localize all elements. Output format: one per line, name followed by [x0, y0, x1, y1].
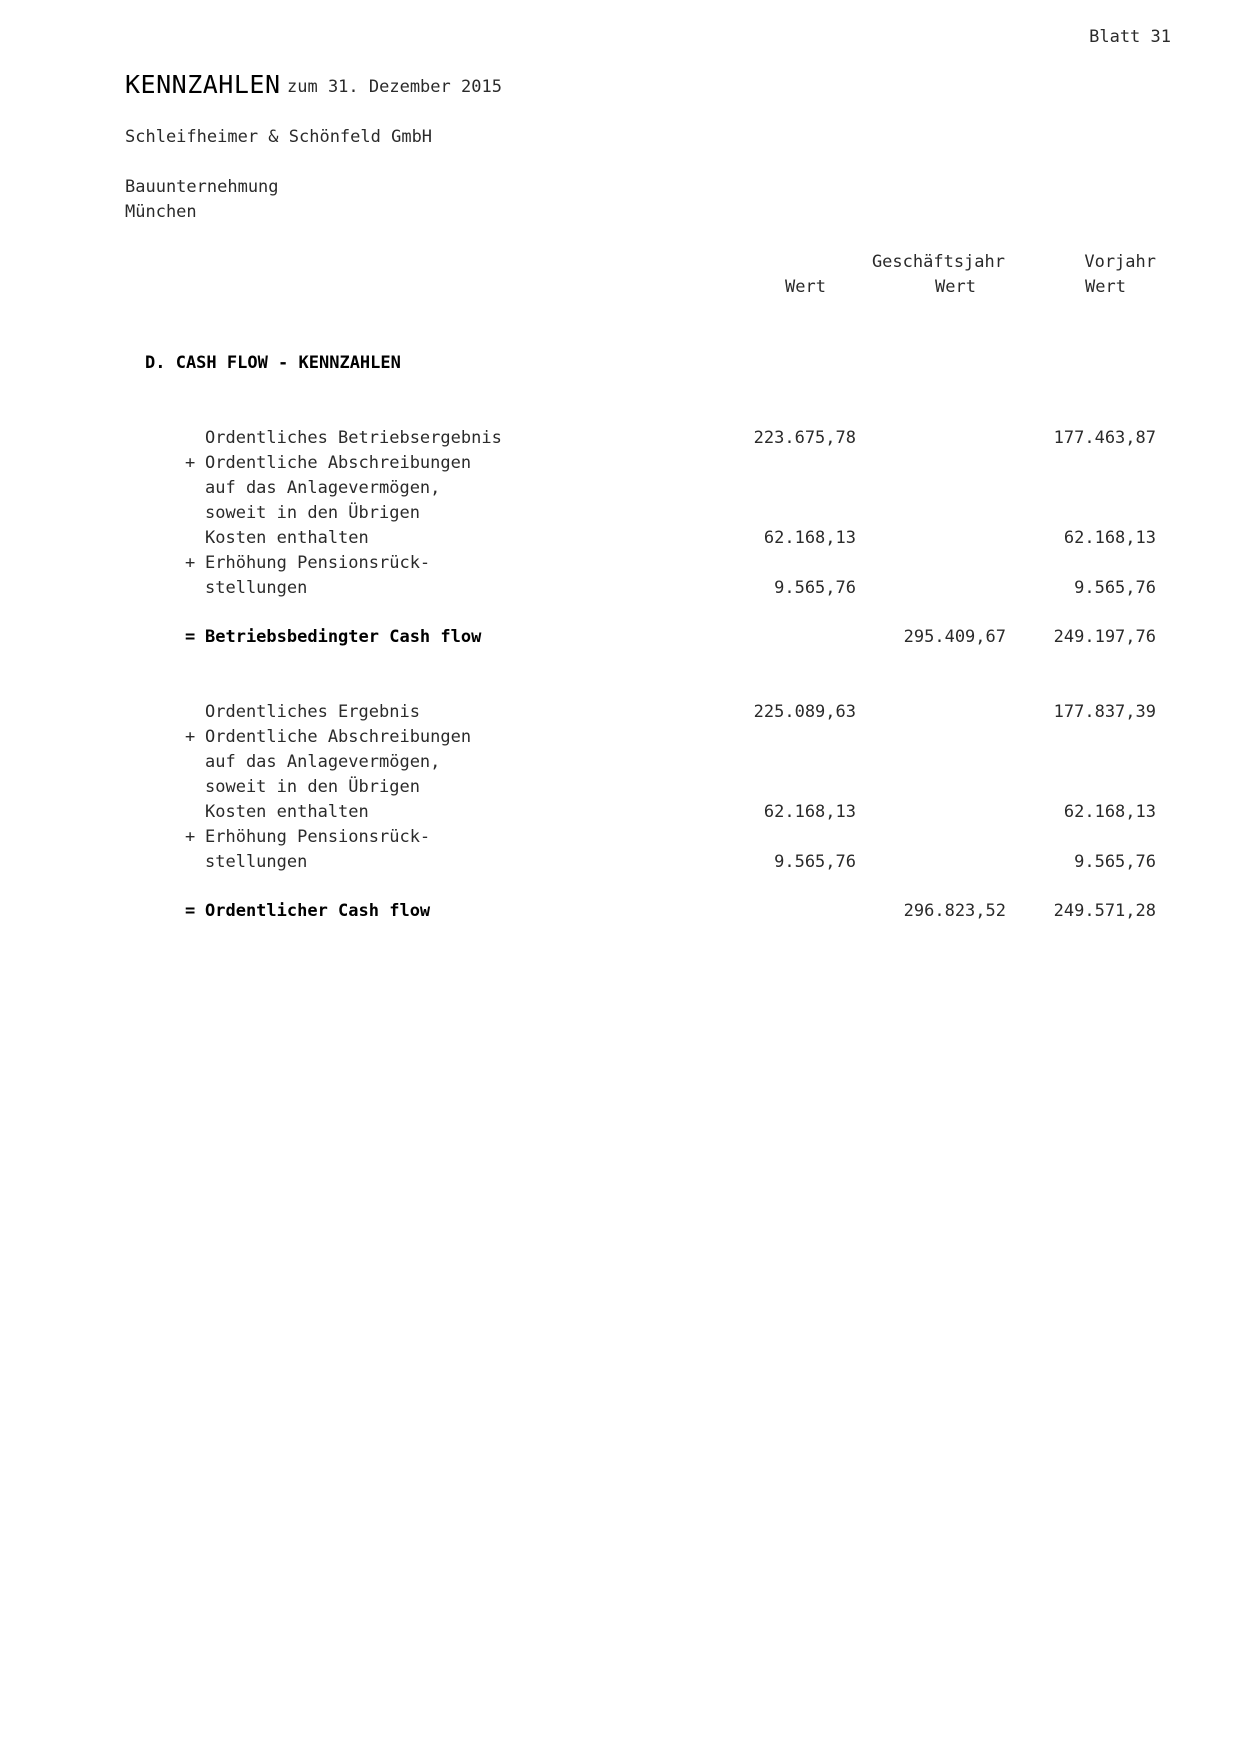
- row-value-1: 225.089,63: [753, 702, 856, 722]
- column-header-value-1: Wert: [785, 277, 826, 297]
- row-value-3: 249.197,76: [1053, 627, 1156, 647]
- row-label: Kosten enthalten: [205, 802, 369, 822]
- row-operator: =: [185, 627, 196, 647]
- row-label: Betriebsbedingter Cash flow: [205, 627, 482, 647]
- row-value-3: 62.168,13: [1063, 802, 1156, 822]
- table-row: [0, 702, 1240, 727]
- row-label: Ordentliche Abschreibungen: [205, 453, 472, 473]
- total-row: [0, 627, 1240, 652]
- row-value-3: 177.463,87: [1053, 428, 1156, 448]
- table-row: [0, 453, 1240, 478]
- row-label: Ordentlicher Cash flow: [205, 901, 431, 921]
- row-operator: +: [185, 827, 196, 847]
- company-name: Schleifheimer & Schönfeld GmbH: [125, 127, 433, 147]
- table-row: [0, 478, 1240, 503]
- row-label: stellungen: [205, 578, 308, 598]
- row-operator: +: [185, 553, 196, 573]
- table-row: [0, 777, 1240, 802]
- column-header-value-2: Wert: [935, 277, 976, 297]
- table-row: [0, 802, 1240, 827]
- total-row: [0, 901, 1240, 926]
- row-value-3: 62.168,13: [1063, 528, 1156, 548]
- row-value-1: 9.565,76: [774, 578, 856, 598]
- row-label: auf das Anlagevermögen,: [205, 478, 441, 498]
- table-row: [0, 578, 1240, 603]
- row-operator: +: [185, 727, 196, 747]
- row-value-1: 62.168,13: [763, 802, 856, 822]
- section-title: D. CASH FLOW - KENNZAHLEN: [145, 353, 401, 373]
- row-value-1: 62.168,13: [763, 528, 856, 548]
- row-label: Erhöhung Pensionsrück-: [205, 553, 431, 573]
- table-row: [0, 428, 1240, 453]
- row-label: auf das Anlagevermögen,: [205, 752, 441, 772]
- table-row: [0, 553, 1240, 578]
- row-label: Kosten enthalten: [205, 528, 369, 548]
- row-value-3: 177.837,39: [1053, 702, 1156, 722]
- table-row: [0, 852, 1240, 877]
- table-row: [0, 503, 1240, 528]
- row-label: soweit in den Übrigen: [205, 503, 420, 523]
- row-value-2: 295.409,67: [903, 627, 1006, 647]
- title-date: zum 31. Dezember 2015: [287, 77, 502, 97]
- table-row: [0, 528, 1240, 553]
- table-row: [0, 827, 1240, 852]
- column-header-prior-year: Vorjahr: [1084, 252, 1156, 272]
- row-value-3: 9.565,76: [1074, 578, 1156, 598]
- column-header-value-3: Wert: [1085, 277, 1126, 297]
- row-label: Ordentliches Ergebnis: [205, 702, 420, 722]
- row-value-1: 223.675,78: [753, 428, 856, 448]
- row-label: Ordentliche Abschreibungen: [205, 727, 472, 747]
- row-label: soweit in den Übrigen: [205, 777, 420, 797]
- row-label: Erhöhung Pensionsrück-: [205, 827, 431, 847]
- row-label: stellungen: [205, 852, 308, 872]
- city: München: [125, 202, 197, 222]
- sheet-number: Blatt 31: [1089, 27, 1171, 47]
- row-value-2: 296.823,52: [903, 901, 1006, 921]
- row-value-3: 249.571,28: [1053, 901, 1156, 921]
- column-header-current-year: Geschäftsjahr: [871, 252, 1005, 272]
- row-label: Ordentliches Betriebsergebnis: [205, 428, 502, 448]
- row-operator: =: [185, 901, 196, 921]
- table-row: [0, 727, 1240, 752]
- page-title: KENNZAHLEN: [125, 70, 281, 99]
- row-operator: +: [185, 453, 196, 473]
- industry: Bauunternehmung: [125, 177, 279, 197]
- table-row: [0, 752, 1240, 777]
- row-value-3: 9.565,76: [1074, 852, 1156, 872]
- row-value-1: 9.565,76: [774, 852, 856, 872]
